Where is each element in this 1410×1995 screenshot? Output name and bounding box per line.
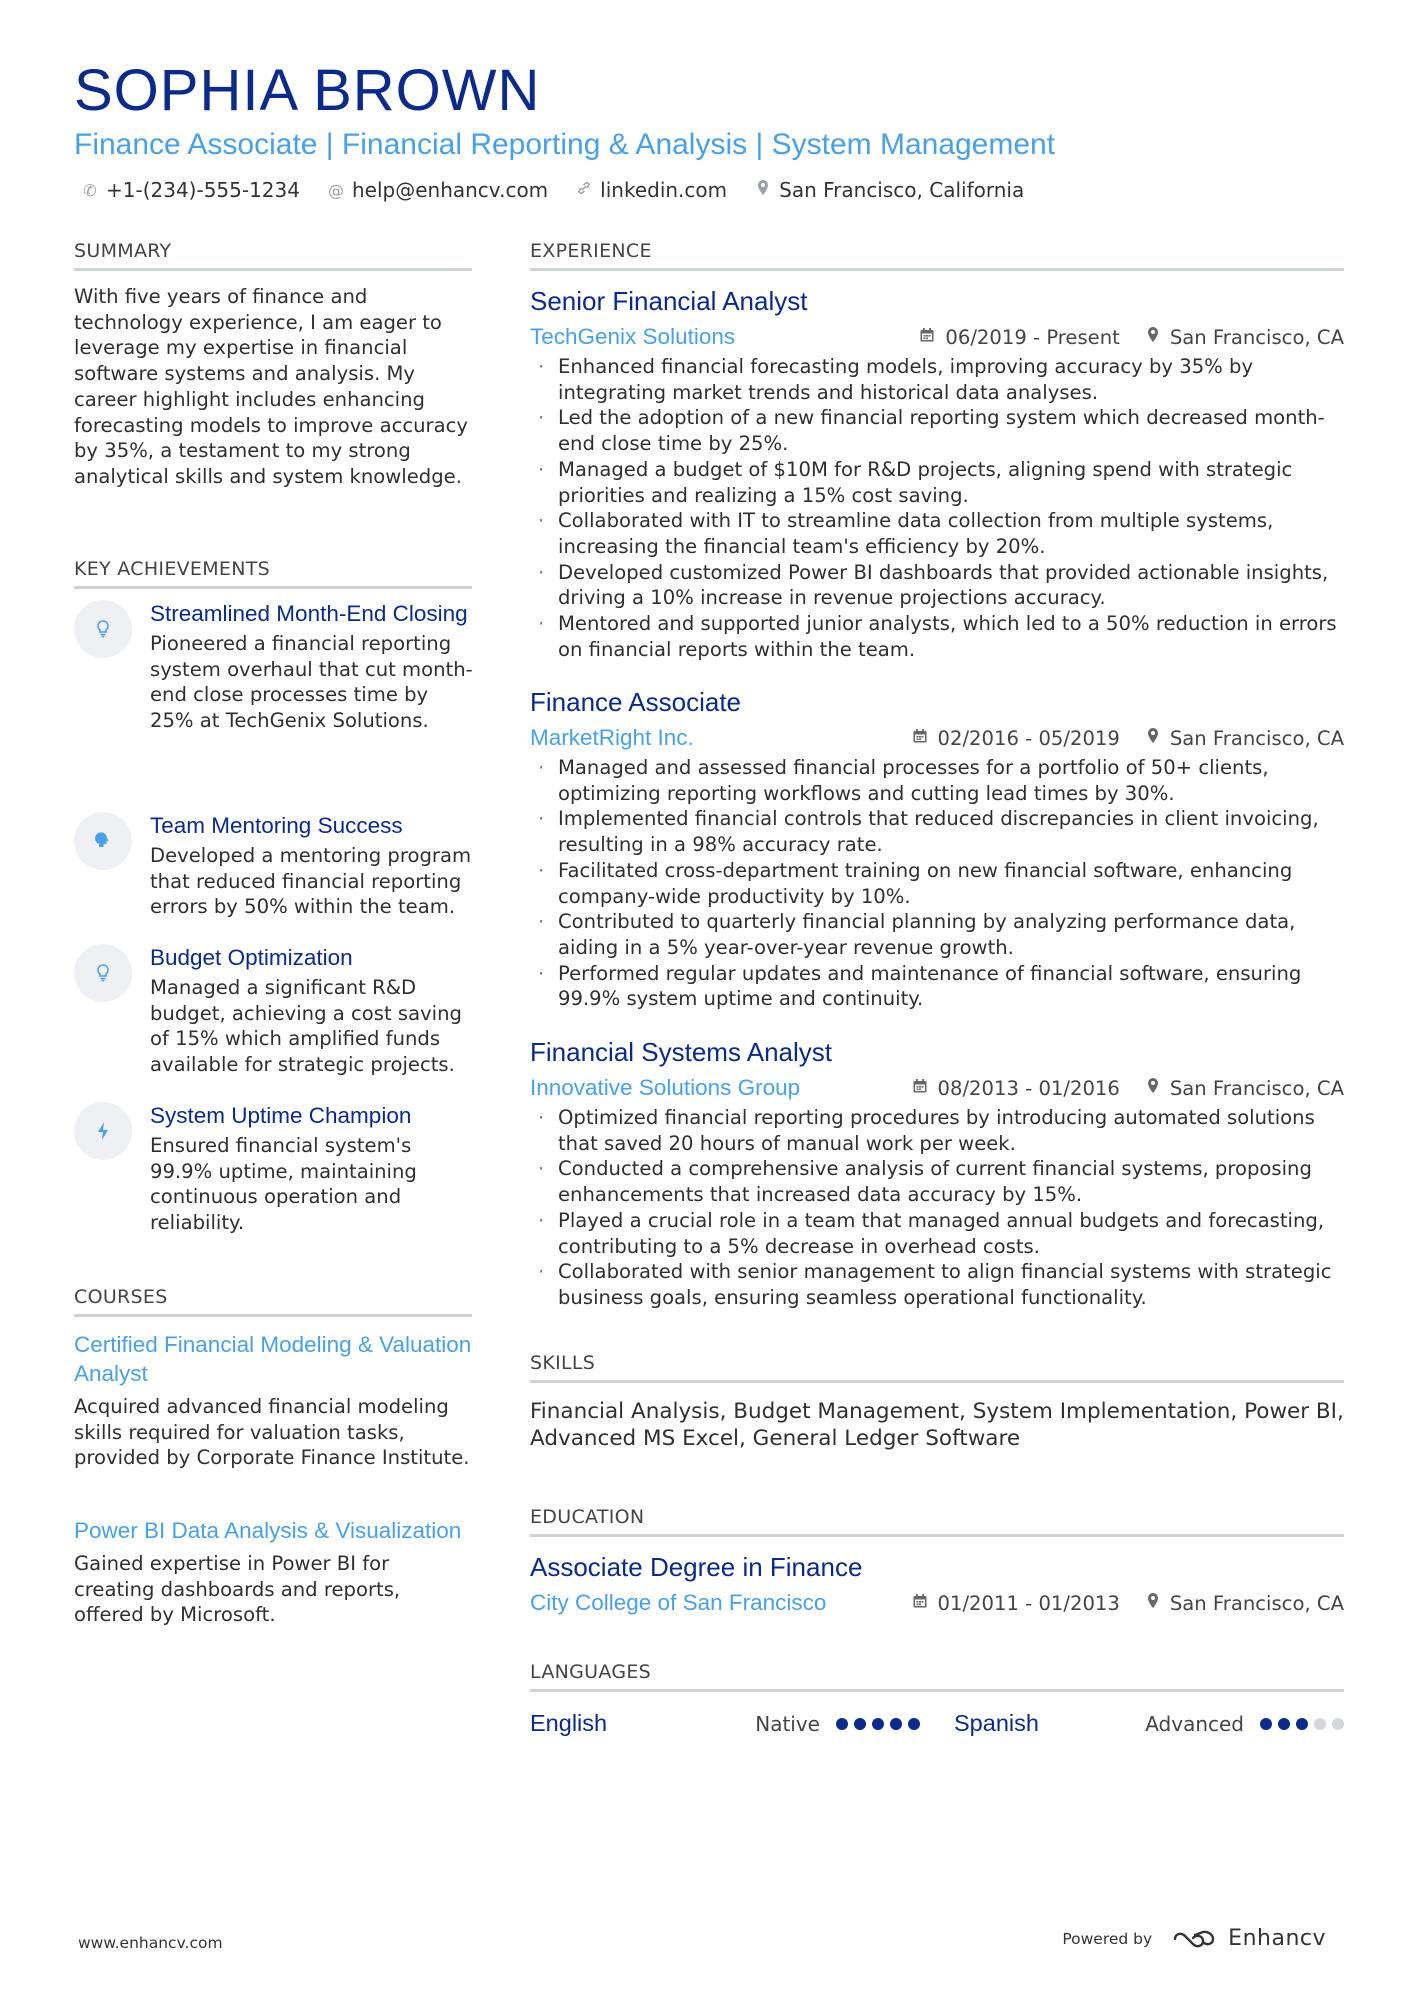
achievement-title: System Uptime Champion — [150, 1103, 412, 1128]
bullet-item: · Conducted a comprehensive analysis of current financial systems, proposing enhancements that increased data accuracy by 15%. — [530, 1156, 1344, 1207]
course-item — [74, 1330, 472, 1471]
at-icon: @ — [327, 180, 344, 200]
company-name: Innovative Solutions Group — [530, 1075, 801, 1100]
phone-icon: ✆ — [83, 180, 97, 200]
calendar-icon — [919, 327, 935, 347]
achievement-title: Team Mentoring Success — [150, 813, 403, 838]
calendar-icon — [912, 1593, 928, 1613]
lightbulb-icon — [74, 944, 132, 1002]
degree-title: Associate Degree in Finance — [530, 1552, 863, 1582]
job-dates: 06/2019 - Present — [945, 325, 1120, 349]
bullet-item: · Enhanced financial forecasting models, improving accuracy by 35% by integrating market trends and historical data analyses. — [530, 354, 1344, 405]
enhancv-logo-icon — [1172, 1927, 1218, 1951]
contact-email[interactable] — [328, 178, 548, 202]
headline: Finance Associate | Financial Reporting & Analysis | System Management — [74, 128, 1056, 161]
rating-dot-filled — [872, 1718, 884, 1730]
bullet-item: · Performed regular updates and maintenance of financial software, ensuring 99.9% system uptime and continuity. — [530, 961, 1344, 1012]
company-name: MarketRight Inc. — [530, 725, 694, 750]
skills-heading: SKILLS — [530, 1352, 1344, 1383]
powered-by-text: Powered by — [1062, 1929, 1153, 1948]
job-bullets — [530, 755, 1344, 1012]
footer-site[interactable]: www.enhancv.com — [78, 1934, 223, 1952]
bullet-item: · Managed a budget of $10M for R&D projects, aligning spend with strategic priorities and realizing a 15% cost saving. — [530, 457, 1344, 508]
job-entry — [530, 687, 1344, 1012]
job-title: Senior Financial Analyst — [530, 286, 808, 316]
language-level: Native — [755, 1711, 820, 1736]
bullet-item: · Optimized financial reporting procedures by introducing automated solutions that saved 20 hours of manual work per week. — [530, 1105, 1344, 1156]
summary-heading: SUMMARY — [74, 240, 472, 271]
rating-dot-filled — [890, 1718, 902, 1730]
achievement-title: Streamlined Month-End Closing — [150, 601, 468, 626]
footer-brand-area — [1062, 1926, 1326, 1951]
achievement-desc: Developed a mentoring program that reduced financial reporting errors by 50% within the team. — [150, 844, 472, 919]
bullet-item: · Implemented financial controls that reduced discrepancies in client invoicing, resulting in a 98% accuracy rate. — [530, 806, 1344, 857]
education-location: San Francisco, CA — [1169, 1591, 1344, 1615]
job-entry — [530, 286, 1344, 662]
contact-linkedin-text: linkedin.com — [600, 178, 728, 202]
job-location: San Francisco, CA — [1169, 726, 1344, 750]
brand-name: Enhancv — [1228, 1926, 1326, 1951]
course-title: Certified Financial Modeling & Valuation Analyst — [74, 1332, 472, 1386]
language-item — [954, 1710, 1344, 1737]
contact-bar — [82, 178, 1024, 202]
job-dates: 02/2016 - 05/2019 — [937, 726, 1120, 750]
location-icon — [755, 179, 771, 201]
course-desc: Gained expertise in Power BI for creating dashboards and reports, offered by Microsoft. — [74, 1552, 401, 1627]
bullet-item: · Managed and assessed financial processes for a portfolio of 50+ clients, optimizing reporting workflows and cutting lead times by 30%. — [530, 755, 1344, 806]
bullet-item: · Facilitated cross-department training on new financial software, enhancing company-wide productivity by 10%. — [530, 858, 1344, 909]
achievement-item — [74, 944, 474, 1078]
rating-dot-filled — [836, 1718, 848, 1730]
courses-heading: COURSES — [74, 1286, 472, 1317]
language-rating — [1260, 1718, 1344, 1730]
language-level: Advanced — [1145, 1711, 1244, 1736]
job-title: Finance Associate — [530, 687, 742, 717]
rating-dot-filled — [1296, 1718, 1308, 1730]
candidate-name: SOPHIA BROWN — [74, 58, 541, 123]
achievement-item — [74, 812, 474, 920]
language-name: Spanish — [954, 1710, 1039, 1736]
company-name: TechGenix Solutions — [530, 324, 736, 349]
job-bullets — [530, 1105, 1344, 1311]
education-entry — [530, 1552, 1344, 1616]
education-dates: 01/2011 - 01/2013 — [937, 1591, 1120, 1615]
rating-dot-filled — [908, 1718, 920, 1730]
lightning-icon — [74, 1102, 132, 1160]
achievement-desc: Managed a significant R&D budget, achieving a cost saving of 15% which amplified funds available for strategic projects. — [150, 976, 462, 1077]
skills-text: Financial Analysis, Budget Management, System Implementation, Power BI, Advanced MS Excel, General Ledger Software — [530, 1399, 1344, 1451]
job-title: Financial Systems Analyst — [530, 1037, 833, 1067]
bullet-item: · Collaborated with senior management to align financial systems with strategic business goals, ensuring seamless operational functionality. — [530, 1259, 1344, 1310]
location-icon — [1146, 727, 1160, 749]
bullet-item: · Played a crucial role in a team that managed annual budgets and forecasting, contributing to a 5% decrease in overhead costs. — [530, 1208, 1344, 1259]
brand-logo[interactable] — [1172, 1926, 1326, 1951]
languages-heading: LANGUAGES — [530, 1661, 1344, 1692]
contact-phone-text: +1-(234)-555-1234 — [106, 178, 300, 202]
rating-dot-filled — [1278, 1718, 1290, 1730]
bullet-item: · Collaborated with IT to streamline data collection from multiple systems, increasing the financial team's efficiency by 20%. — [530, 508, 1344, 559]
language-item — [530, 1710, 920, 1737]
achievement-title: Budget Optimization — [150, 945, 353, 970]
lightbulb-icon — [74, 600, 132, 658]
job-dates: 08/2013 - 01/2016 — [937, 1076, 1120, 1100]
achievement-item — [74, 600, 474, 734]
achievements-heading: KEY ACHIEVEMENTS — [74, 558, 472, 589]
course-desc: Acquired advanced financial modeling skills required for valuation tasks, provided by Corporate Finance Institute. — [74, 1395, 470, 1470]
contact-phone[interactable] — [82, 178, 300, 202]
language-name: English — [530, 1710, 608, 1736]
job-location: San Francisco, CA — [1169, 1076, 1344, 1100]
language-rating — [836, 1718, 920, 1730]
bullet-item: · Mentored and supported junior analysts, which led to a 50% reduction in errors on financial reports within the team. — [530, 611, 1344, 662]
contact-email-text: help@enhancv.com — [351, 178, 549, 202]
location-icon — [1146, 326, 1160, 348]
job-entry — [530, 1037, 1344, 1311]
achievement-item — [74, 1102, 474, 1236]
rating-dot-filled — [854, 1718, 866, 1730]
rating-dot-empty — [1314, 1718, 1326, 1730]
bullet-item: · Contributed to quarterly financial planning by analyzing performance data, aiding in a 5% year-over-year revenue growth. — [530, 909, 1344, 960]
school-name: City College of San Francisco — [530, 1590, 827, 1615]
location-icon — [1146, 1077, 1160, 1099]
languages-row — [530, 1710, 1344, 1737]
location-icon — [1146, 1592, 1160, 1614]
rating-dot-empty — [1332, 1718, 1344, 1730]
contact-location-text: San Francisco, California — [779, 178, 1025, 202]
calendar-icon — [912, 1078, 928, 1098]
bullet-item: · Developed customized Power BI dashboards that provided actionable insights, driving a 10% increase in revenue projections accuracy. — [530, 560, 1344, 611]
rating-dot-filled — [1260, 1718, 1272, 1730]
contact-linkedin[interactable] — [576, 178, 727, 202]
brain-icon — [74, 812, 132, 870]
education-heading: EDUCATION — [530, 1506, 1344, 1537]
link-icon — [576, 180, 592, 200]
bullet-item: · Led the adoption of a new financial reporting system which decreased month-end close time by 25%. — [530, 405, 1344, 456]
course-title: Power BI Data Analysis & Visualization — [74, 1518, 462, 1543]
calendar-icon — [912, 728, 928, 748]
summary-text: With five years of finance and technology experience, I am eager to leverage my expertise in financial software systems and analysis. My career highlight includes enhancing forecasting models to improve accuracy by 35%, a testament to my strong analytical skills and system knowledge. — [74, 285, 468, 488]
experience-heading: EXPERIENCE — [530, 240, 1344, 271]
achievement-desc: Ensured financial system's 99.9% uptime, maintaining continuous operation and reliability. — [150, 1134, 417, 1235]
job-bullets — [530, 354, 1344, 662]
achievement-desc: Pioneered a financial reporting system overhaul that cut month-end close processes time by 25% at TechGenix Solutions. — [150, 632, 473, 733]
contact-location — [755, 178, 1024, 202]
job-location: San Francisco, CA — [1169, 325, 1344, 349]
course-item — [74, 1516, 472, 1628]
